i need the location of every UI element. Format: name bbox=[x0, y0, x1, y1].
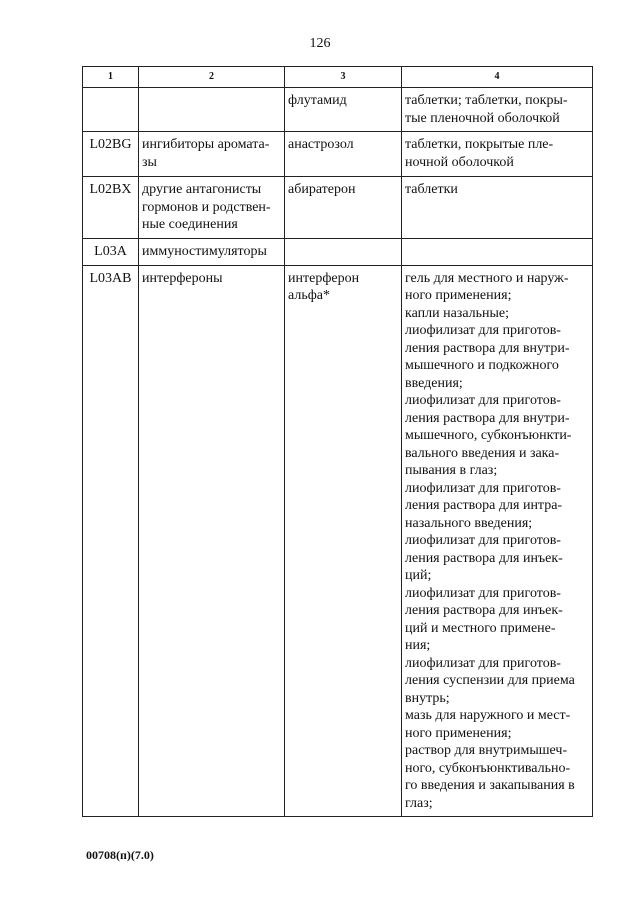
dosage-forms-line: пывания в глаз; bbox=[405, 463, 498, 478]
drug-name-cell bbox=[285, 88, 402, 132]
dosage-forms-line: лиофилизат для приготов- bbox=[405, 393, 561, 408]
dosage-forms-cell bbox=[402, 132, 593, 177]
group-name-cell bbox=[139, 265, 285, 817]
column-header-3: 3 bbox=[285, 67, 402, 88]
dosage-forms-line: раствор для внутримышеч- bbox=[405, 743, 568, 758]
table-row bbox=[83, 238, 593, 265]
dosage-forms-cell bbox=[402, 238, 593, 265]
dosage-forms-cell bbox=[402, 177, 593, 239]
atc-code-cell: L03AB bbox=[83, 265, 139, 817]
group-name-line: интерфероны bbox=[142, 270, 223, 286]
table-header-row bbox=[83, 67, 593, 88]
group-name-line: иммуностимуляторы bbox=[142, 243, 267, 259]
atc-code-cell: L02BG bbox=[83, 132, 139, 177]
dosage-forms-line: ления суспензии для приема bbox=[405, 673, 575, 688]
dosage-forms-line: лиофилизат для приготов- bbox=[405, 480, 561, 496]
dosage-forms-line: мышечного и подкожного bbox=[405, 358, 559, 373]
dosage-forms-line: мышечного, субконъюнкти- bbox=[405, 428, 572, 443]
column-header-4: 4 bbox=[402, 67, 593, 88]
group-name-cell bbox=[139, 88, 285, 132]
page-number: 126 bbox=[309, 36, 331, 51]
dosage-forms-line: лиофилизат для приготов- bbox=[405, 655, 561, 671]
dosage-forms-line: ления раствора для инъек- bbox=[405, 550, 563, 566]
drug-name-line: альфа* bbox=[288, 288, 330, 303]
dosage-forms-line: глаз; bbox=[405, 795, 433, 811]
dosage-forms-line: лиофилизат для приготов- bbox=[405, 533, 561, 548]
dosage-forms-line: тые пленочной оболочкой bbox=[405, 110, 560, 126]
table-row bbox=[83, 132, 593, 177]
drug-name-line: интерферон bbox=[288, 270, 360, 286]
dosage-forms-line: ного, субконъюнктивально- bbox=[405, 760, 571, 776]
drug-name-cell bbox=[285, 177, 402, 239]
dosage-forms-line: назального введения; bbox=[405, 515, 533, 531]
group-name-cell bbox=[139, 238, 285, 265]
group-name-cell bbox=[139, 177, 285, 239]
dosage-forms-line: внутрь; bbox=[405, 690, 450, 706]
dosage-forms-line: ций и местного примене- bbox=[405, 620, 556, 636]
table-row bbox=[83, 177, 593, 239]
dosage-forms-line: лиофилизат для приготов- bbox=[405, 323, 561, 338]
dosage-forms-line: таблетки bbox=[405, 182, 458, 197]
dosage-forms-line: таблетки; таблетки, покры- bbox=[405, 93, 568, 108]
dosage-forms-cell bbox=[402, 265, 593, 817]
dosage-forms-line: ления раствора для инъек- bbox=[405, 603, 563, 618]
group-name-line: гормонов и родствен- bbox=[142, 199, 271, 215]
dosage-forms-line: ления раствора для интра- bbox=[405, 498, 563, 513]
drug-name-cell bbox=[285, 265, 402, 817]
column-header-2: 2 bbox=[139, 67, 285, 88]
drug-name-line: анастрозол bbox=[288, 137, 354, 152]
drug-name-line: флутамид bbox=[288, 93, 347, 108]
dosage-forms-line: введения; bbox=[405, 375, 463, 391]
dosage-forms-line: таблетки, покрытые пле- bbox=[405, 137, 554, 152]
dosage-forms-line: ного применения; bbox=[405, 288, 512, 303]
dosage-forms-line: ния; bbox=[405, 638, 431, 653]
dosage-forms-line: ций; bbox=[405, 568, 432, 583]
atc-code-cell bbox=[83, 88, 139, 132]
table-row bbox=[83, 88, 593, 132]
document-code-footer: 00708(п)(7.0) bbox=[86, 848, 154, 862]
dosage-forms-line: гель для местного и наруж- bbox=[405, 270, 569, 286]
group-name-cell bbox=[139, 132, 285, 177]
drug-table bbox=[82, 66, 593, 817]
column-header-1: 1 bbox=[83, 67, 139, 88]
drug-name-cell bbox=[285, 132, 402, 177]
group-name-line: зы bbox=[142, 154, 157, 170]
drug-name-line: абиратерон bbox=[288, 182, 356, 197]
dosage-forms-line: ночной оболочкой bbox=[405, 154, 514, 170]
dosage-forms-line: лиофилизат для приготов- bbox=[405, 585, 561, 601]
table-row bbox=[83, 265, 593, 817]
group-name-line: ные соединения bbox=[142, 217, 238, 232]
atc-code-cell: L03A bbox=[83, 238, 139, 265]
dosage-forms-line: ления раствора для внутри- bbox=[405, 340, 570, 356]
dosage-forms-line: капли назальные; bbox=[405, 305, 510, 321]
atc-code-cell: L02BX bbox=[83, 177, 139, 239]
drug-name-cell bbox=[285, 238, 402, 265]
dosage-forms-line: ления раствора для внутри- bbox=[405, 410, 570, 426]
dosage-forms-cell bbox=[402, 88, 593, 132]
dosage-forms-line: мазь для наружного и мест- bbox=[405, 708, 571, 723]
dosage-forms-line: ного применения; bbox=[405, 725, 512, 741]
dosage-forms-line: вального введения и зака- bbox=[405, 445, 560, 461]
dosage-forms-line: го введения и закапывания в bbox=[405, 778, 575, 793]
group-name-line: ингибиторы аромата- bbox=[142, 137, 270, 152]
group-name-line: другие антагонисты bbox=[142, 182, 262, 197]
